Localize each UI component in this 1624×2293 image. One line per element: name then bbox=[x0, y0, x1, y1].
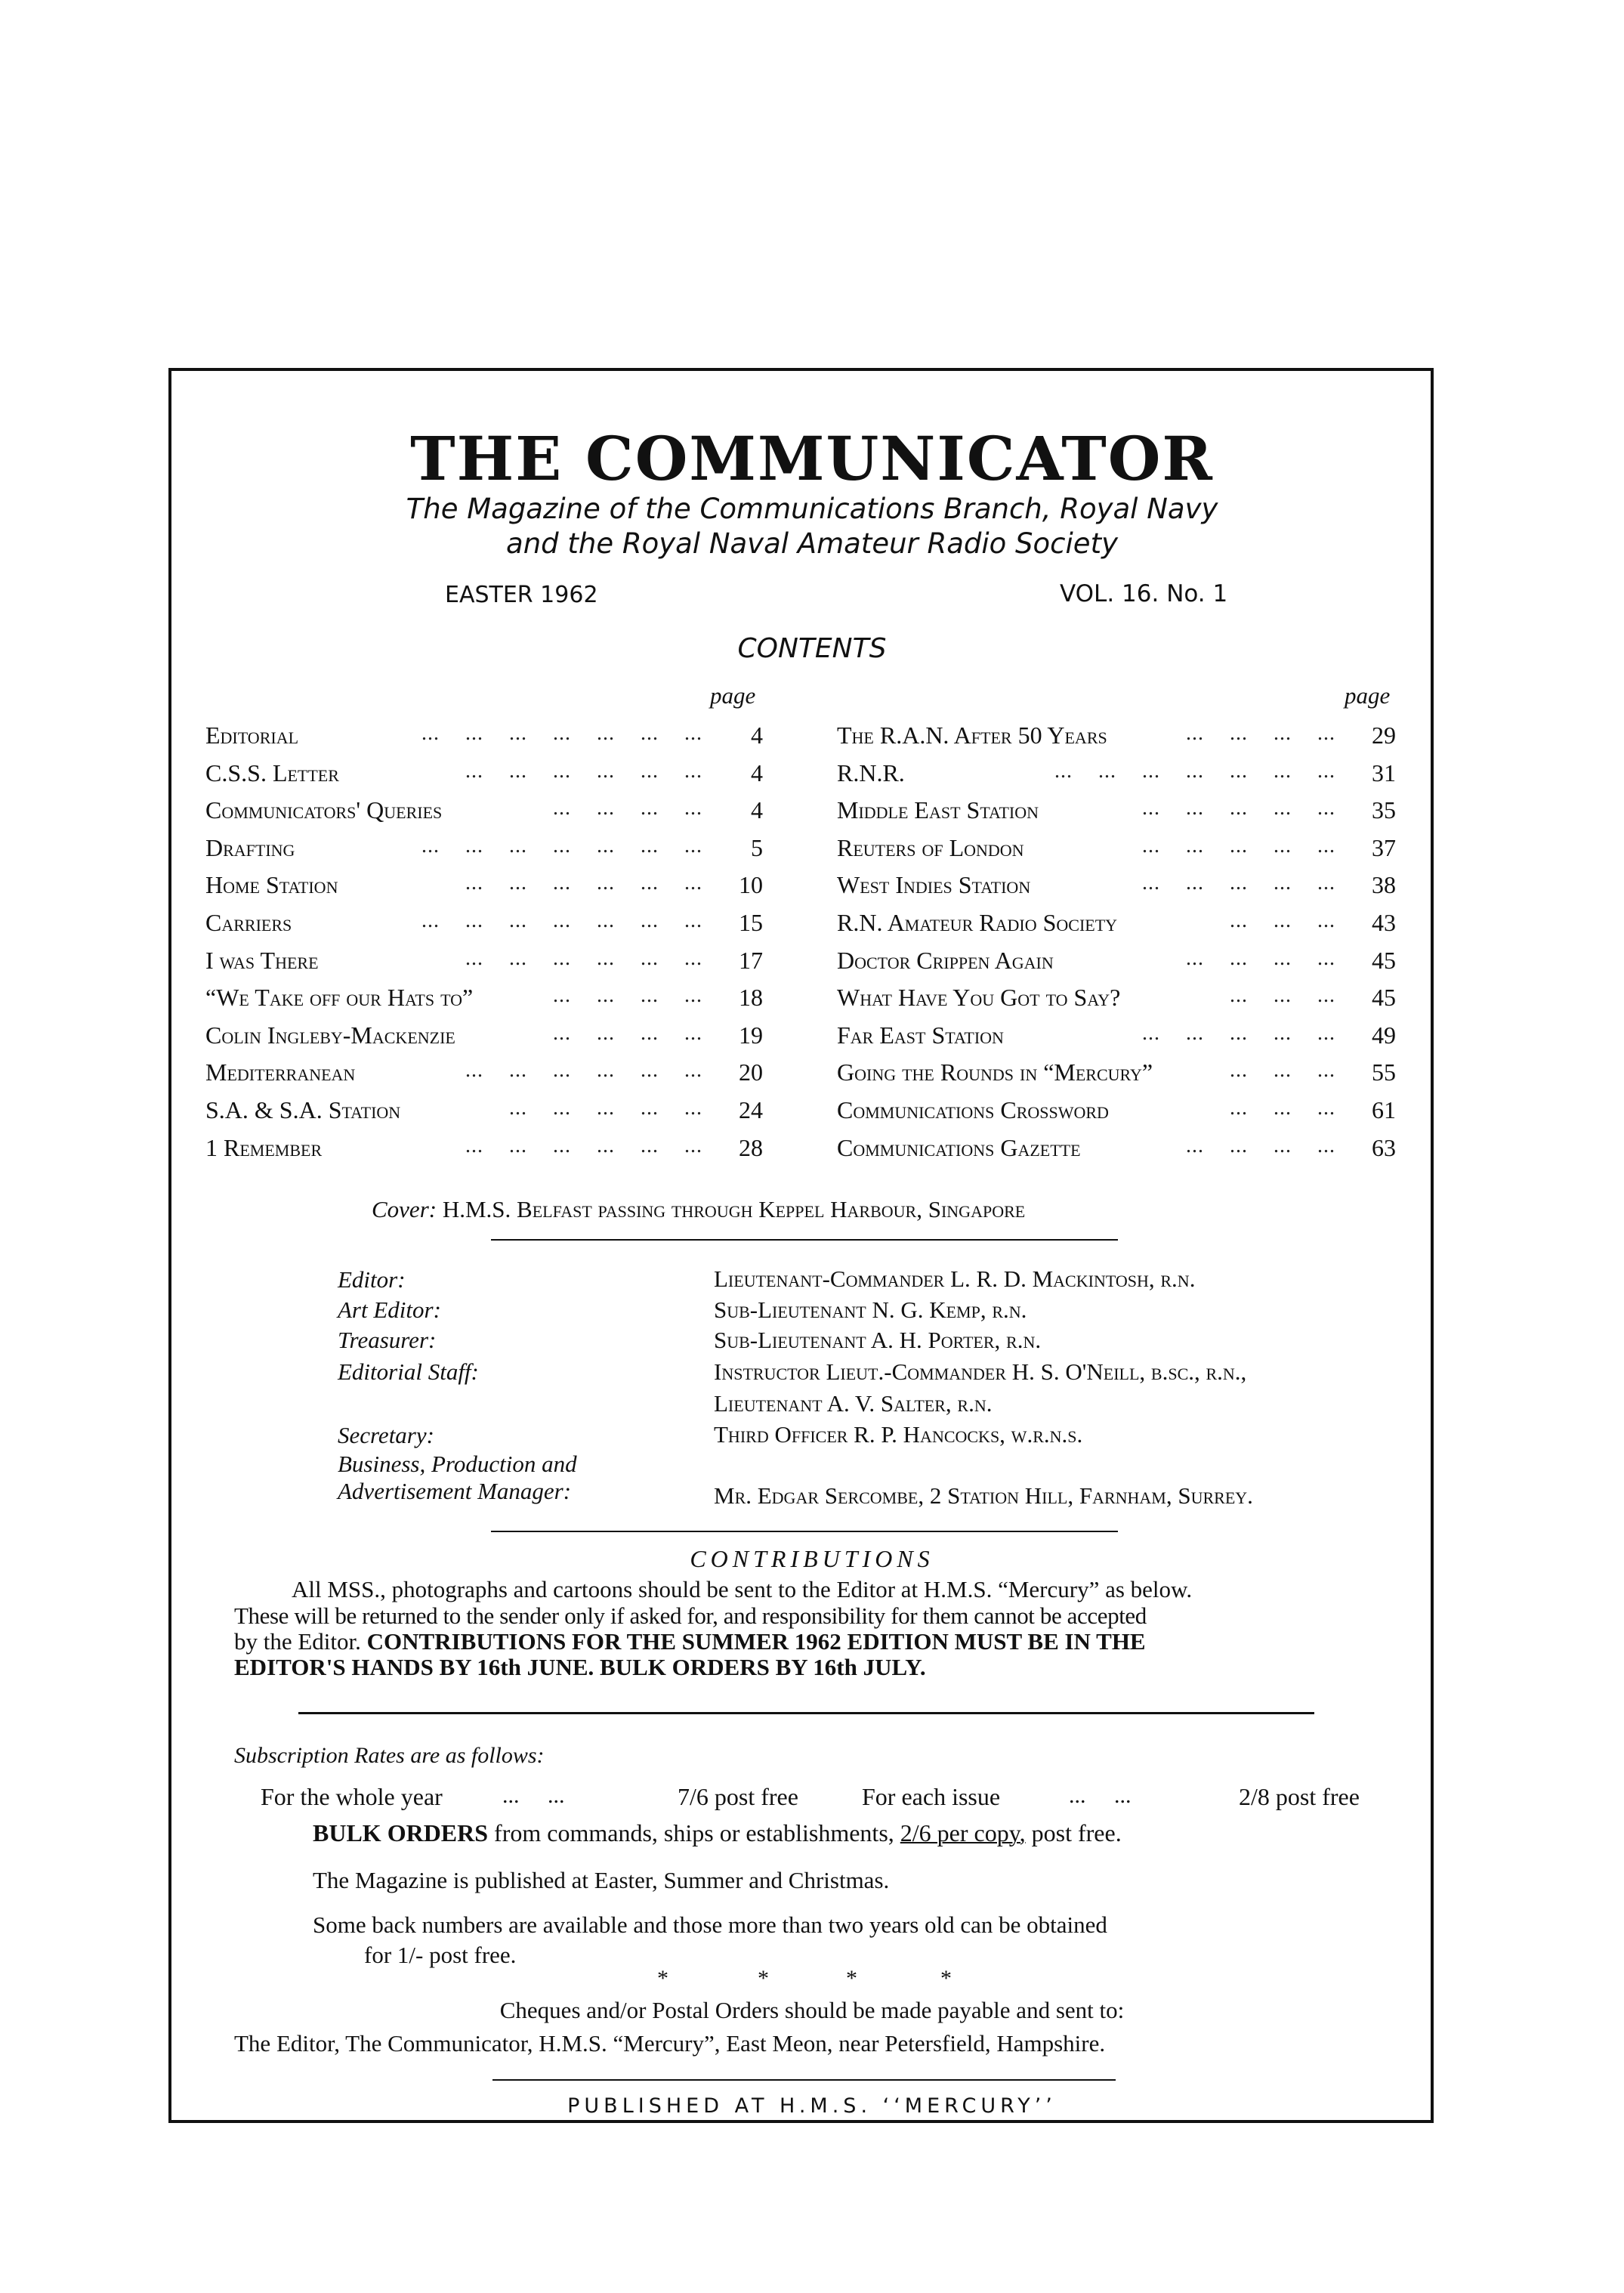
contents-entry-leader: ... ... ... bbox=[1230, 909, 1335, 932]
contents-entry-leader: ... ... ... ... ... bbox=[1142, 1021, 1335, 1045]
business-label-2: Advertisement Manager: bbox=[338, 1478, 572, 1504]
contents-entry-leader: ... ... ... ... ... ... bbox=[465, 759, 702, 783]
divider-heavy bbox=[298, 1712, 1314, 1714]
cover-caption bbox=[372, 1196, 1025, 1223]
bulk-orders-label: BULK ORDERS bbox=[313, 1819, 489, 1846]
subscription-heading: Subscription Rates are as follows: bbox=[234, 1743, 545, 1768]
business-label-1: Business, Production and bbox=[338, 1451, 577, 1477]
bulk-orders-text: from commands, ships or establishments, bbox=[494, 1819, 894, 1846]
contents-entry-leader: ... ... ... ... ... bbox=[1142, 834, 1335, 858]
contents-entry-title: 1 Remember bbox=[205, 1134, 323, 1161]
contents-entry-title: C.S.S. Letter bbox=[205, 759, 339, 786]
contents-entry-leader: ... ... ... ... ... ... bbox=[465, 947, 702, 970]
contents-entry-page: 28 bbox=[739, 1134, 763, 1161]
year-rate-dots: ... ... bbox=[502, 1783, 565, 1808]
bulk-orders-tail: post free. bbox=[1031, 1819, 1122, 1846]
contents-entry-page: 17 bbox=[739, 947, 763, 974]
divider bbox=[491, 1531, 1118, 1532]
contents-entry-title: R.N.R. bbox=[837, 759, 905, 786]
contributions-heading: CONTRIBUTIONS bbox=[690, 1545, 934, 1572]
contents-entry-title: Mediterranean bbox=[205, 1058, 356, 1086]
contents-entry-title: Communications Crossword bbox=[837, 1096, 1109, 1123]
contents-entry-page: 61 bbox=[1372, 1096, 1396, 1123]
contents-entry-page: 63 bbox=[1372, 1134, 1396, 1161]
contents-entry-title: Communications Gazette bbox=[837, 1134, 1081, 1161]
contributions-line-3-plain: by the Editor. bbox=[234, 1628, 361, 1655]
contents-entry-leader: ... ... ... bbox=[1230, 1058, 1335, 1082]
contents-entry-leader: ... ... ... ... bbox=[553, 1021, 702, 1045]
editorial-staff-1: Instructor Lieut.-Commander H. S. O'Neill, b.sc., r.n., bbox=[714, 1358, 1247, 1385]
contents-entry-page: 38 bbox=[1372, 871, 1396, 898]
cover-text: H.M.S. Belfast passing through Keppel Harbour, Singapore bbox=[442, 1196, 1026, 1222]
contents-entry-page: 4 bbox=[751, 759, 763, 786]
editor-name bbox=[714, 1263, 1195, 1295]
separator-star: * bbox=[940, 1966, 952, 1991]
contents-entry-leader: ... ... ... ... bbox=[1186, 947, 1335, 970]
contents-entry-page: 49 bbox=[1372, 1021, 1396, 1049]
separator-star: * bbox=[846, 1966, 857, 1991]
art-editor-label: Art Editor: bbox=[338, 1296, 441, 1323]
bulk-orders-price: 2/6 per copy, bbox=[900, 1819, 1026, 1846]
contributions-line-1: All MSS., photographs and cartoons should be sent to the Editor at H.M.S. “Mercury” as below. bbox=[292, 1576, 1193, 1602]
contents-entry-page: 4 bbox=[751, 722, 763, 749]
publication-schedule: The Magazine is published at Easter, Summer and Christmas. bbox=[313, 1867, 890, 1893]
contents-entry-leader: ... ... ... bbox=[1230, 984, 1335, 1007]
year-rate-price: 7/6 post free bbox=[678, 1783, 798, 1810]
contents-entry-leader: ... ... ... ... ... ... ... bbox=[1054, 759, 1335, 783]
contents-entry-title: I was There bbox=[205, 947, 319, 974]
cover-label: Cover: bbox=[372, 1196, 437, 1222]
page-column-heading-left: page bbox=[710, 682, 756, 709]
contents-entry-page: 37 bbox=[1372, 834, 1396, 861]
contents-entry-leader: ... ... ... ... ... ... bbox=[465, 871, 702, 895]
art-editor-name: Sub-Lieutenant N. G. Kemp, r.n. bbox=[714, 1296, 1027, 1323]
editorial-staff-2: Lieutenant A. V. Salter, r.n. bbox=[714, 1390, 993, 1417]
editorial-staff-label: Editorial Staff: bbox=[338, 1358, 479, 1385]
contents-entry-title: S.A. & S.A. Station bbox=[205, 1096, 401, 1123]
magazine-title: THE COMMUNICATOR bbox=[410, 423, 1214, 494]
divider bbox=[492, 2079, 1116, 2081]
contents-entry-leader: ... ... ... ... ... ... bbox=[465, 1134, 702, 1157]
contents-entry-title: The R.A.N. After 50 Years bbox=[837, 722, 1107, 749]
contents-entry-page: 55 bbox=[1372, 1058, 1396, 1086]
contents-entry-title: Far East Station bbox=[837, 1021, 1004, 1049]
back-numbers-line-2: for 1/- post free. bbox=[364, 1942, 517, 1968]
contents-entry-page: 18 bbox=[739, 984, 763, 1011]
contributions-line-3 bbox=[234, 1629, 1146, 1655]
issue-rate-dots: ... ... bbox=[1069, 1783, 1132, 1808]
back-numbers-line-1: Some back numbers are available and those more than two years old can be obtained bbox=[313, 1911, 1107, 1938]
bulk-orders-line bbox=[313, 1819, 1122, 1847]
contents-entry-title: Colin Ingleby-Mackenzie bbox=[205, 1021, 455, 1049]
contents-entry-leader: ... ... ... ... bbox=[1186, 722, 1335, 745]
contents-entry-leader: ... ... ... ... ... ... bbox=[465, 1058, 702, 1082]
separator-star: * bbox=[758, 1966, 769, 1991]
contents-entry-title: R.N. Amateur Radio Society bbox=[837, 909, 1118, 936]
secretary-label: Secretary: bbox=[338, 1422, 434, 1448]
editor-value: Lieutenant-Commander L. R. D. Mackintosh, r.n. bbox=[714, 1265, 1196, 1292]
contents-entry-leader: ... ... ... ... bbox=[553, 984, 702, 1007]
contents-heading: CONTENTS bbox=[737, 633, 887, 664]
contents-entry-page: 24 bbox=[739, 1096, 763, 1123]
contents-entry-leader: ... ... ... ... bbox=[553, 796, 702, 820]
payment-line-1: Cheques and/or Postal Orders should be made payable and sent to: bbox=[499, 1997, 1125, 2023]
treasurer-label: Treasurer: bbox=[338, 1327, 437, 1353]
contents-entry-title: Going the Rounds in “Mercury” bbox=[837, 1058, 1153, 1086]
contents-entry-page: 35 bbox=[1372, 796, 1396, 824]
year-rate-label: For the whole year bbox=[261, 1783, 443, 1810]
issue-rate-label: For each issue bbox=[862, 1783, 1001, 1810]
contents-entry-page: 4 bbox=[751, 796, 763, 824]
contents-entry-title: “We Take off our Hats to” bbox=[205, 984, 474, 1011]
contents-entry-leader: ... ... ... ... ... bbox=[1142, 871, 1335, 895]
divider bbox=[491, 1239, 1118, 1241]
contents-entry-leader: ... ... ... ... ... ... ... bbox=[421, 834, 702, 858]
editor-label: Editor: bbox=[338, 1266, 406, 1293]
contents-entry-page: 19 bbox=[739, 1021, 763, 1049]
contents-entry-leader: ... ... ... ... ... ... ... bbox=[421, 722, 702, 745]
contributions-line-4: EDITOR'S HANDS BY 16th JUNE. BULK ORDERS BY 16th JULY. bbox=[234, 1654, 926, 1680]
published-at: PUBLISHED AT H.M.S. ‘‘MERCURY’’ bbox=[567, 2094, 1057, 2118]
contents-entry-page: 29 bbox=[1372, 722, 1396, 749]
contents-entry-title: What Have You Got to Say? bbox=[837, 984, 1121, 1011]
contents-entry-title: Communicators' Queries bbox=[205, 796, 443, 824]
contents-entry-page: 5 bbox=[751, 834, 763, 861]
contents-entry-leader: ... ... ... ... bbox=[1186, 1134, 1335, 1157]
contents-entry-page: 10 bbox=[739, 871, 763, 898]
contents-entry-page: 43 bbox=[1372, 909, 1396, 936]
contents-entry-title: Editorial bbox=[205, 722, 299, 749]
contents-entry-page: 45 bbox=[1372, 947, 1396, 974]
contents-entry-title: Drafting bbox=[205, 834, 295, 861]
contents-entry-leader: ... ... ... ... ... bbox=[1142, 796, 1335, 820]
contents-entry-title: Reuters of London bbox=[837, 834, 1024, 861]
business-manager: Mr. Edgar Sercombe, 2 Station Hill, Farnham, Surrey. bbox=[714, 1482, 1253, 1509]
contents-entry-page: 20 bbox=[739, 1058, 763, 1086]
contents-entry-title: Middle East Station bbox=[837, 796, 1039, 824]
separator-star: * bbox=[657, 1966, 668, 1991]
contents-entry-page: 45 bbox=[1372, 984, 1396, 1011]
volume: VOL. 16. No. 1 bbox=[1060, 580, 1228, 607]
page-border bbox=[168, 368, 1434, 2123]
contributions-line-3-bold: CONTRIBUTIONS FOR THE SUMMER 1962 EDITION MUST BE IN THE bbox=[366, 1628, 1146, 1655]
subtitle-line-2: and the Royal Naval Amateur Radio Society bbox=[506, 527, 1118, 560]
edition: EASTER 1962 bbox=[445, 582, 598, 608]
contents-entry-leader: ... ... ... bbox=[1230, 1096, 1335, 1120]
contents-entry-leader: ... ... ... ... ... bbox=[509, 1096, 702, 1120]
payment-line-2: The Editor, The Communicator, H.M.S. “Mercury”, East Meon, near Petersfield, Hampshire. bbox=[234, 2030, 1106, 2057]
subtitle-line-1: The Magazine of the Communications Branch, Royal Navy bbox=[406, 493, 1218, 525]
contents-entry-leader: ... ... ... ... ... ... ... bbox=[421, 909, 702, 932]
contents-entry-title: Carriers bbox=[205, 909, 292, 936]
contents-entry-page: 31 bbox=[1372, 759, 1396, 786]
treasurer-name: Sub-Lieutenant A. H. Porter, r.n. bbox=[714, 1327, 1042, 1353]
contents-entry-title: Doctor Crippen Again bbox=[837, 947, 1054, 974]
contents-entry-page: 15 bbox=[739, 909, 763, 936]
secretary-name: Third Officer R. P. Hancocks, w.r.n.s. bbox=[714, 1421, 1083, 1448]
issue-rate-price: 2/8 post free bbox=[1239, 1783, 1360, 1810]
page-column-heading-right: page bbox=[1345, 682, 1391, 709]
contents-entry-title: West Indies Station bbox=[837, 871, 1031, 898]
contents-entry-title: Home Station bbox=[205, 871, 338, 898]
contributions-line-2: These will be returned to the sender only if asked for, and responsibility for them cannot be accepted bbox=[234, 1602, 1147, 1629]
